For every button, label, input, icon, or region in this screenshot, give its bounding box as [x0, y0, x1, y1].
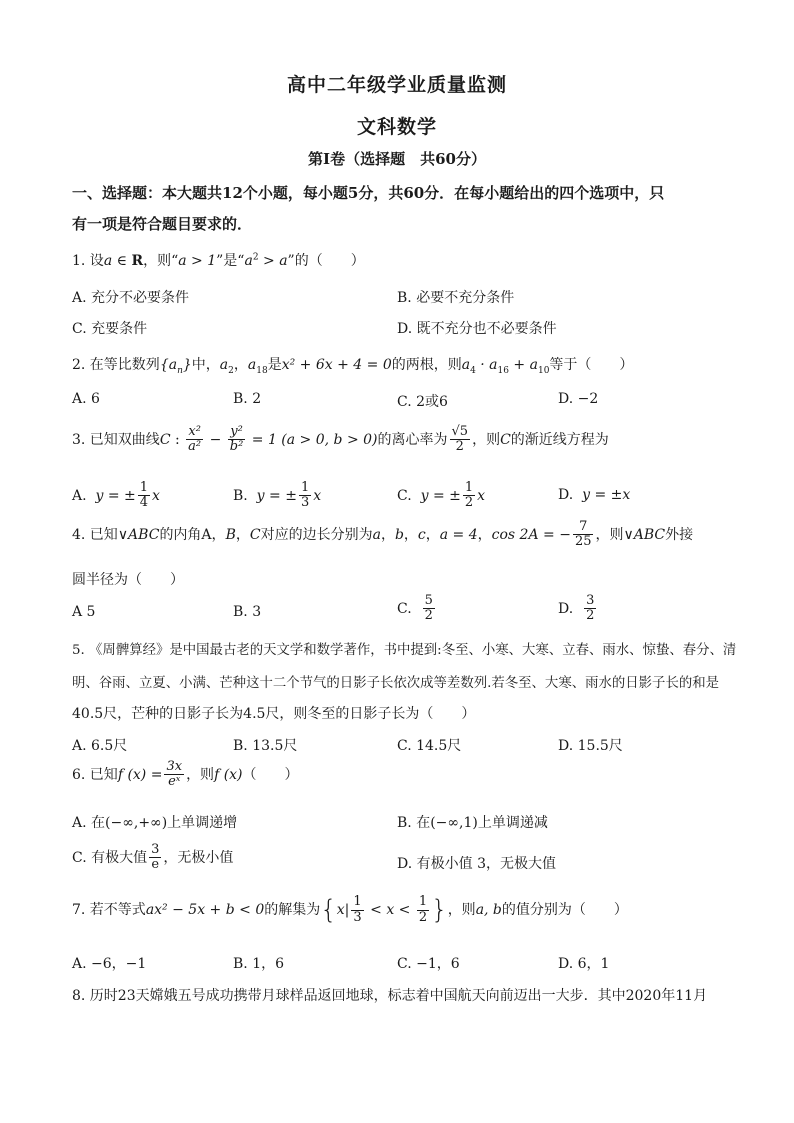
question-5-option-b: B. 13.5尺	[233, 738, 298, 754]
question-5-stem-line3: 40.5尺，芒种的日影子长为4.5尺，则冬至的日影子长为（ ）	[72, 706, 476, 722]
question-3-option-d: D. y = ±x	[558, 487, 631, 503]
question-6-option-a: A. 在(−∞,+∞)上单调递增	[72, 815, 238, 831]
question-3-stem: 3. 已知双曲线C : $\frac{\text{x²}}{\text{a²}}$ − $\frac{\text{y²}}{\text{b²}}$ = 1 (a > 0, b > 0)的离心率为 $\frac{√5}{2}$ ，则C的渐近线方程为	[72, 424, 609, 455]
question-1-option-a: A. 充分不必要条件	[72, 290, 190, 306]
question-1-stem: 1. 设a ∈ R，则“a > 1”是“$a^2 > a$”的（ ）	[72, 252, 365, 269]
question-5-option-d: D. 15.5尺	[558, 738, 623, 754]
question-6-option-d: D. 有极小值 3，无极大值	[397, 856, 556, 872]
question-4-option-b: B. 3	[233, 604, 262, 620]
question-2-option-c: C. 2或6	[397, 394, 448, 410]
question-7-option-c: C. −1，6	[397, 956, 460, 972]
question-2-option-b: B. 2	[233, 391, 262, 407]
section-instructions-line1: 一、选择题：本大题共12个小题，每小题5分，共60分．在每小题给出的四个选项中，只	[72, 184, 665, 202]
question-3-option-b: B. y = ± $\frac{1}{3}$ x	[233, 480, 322, 511]
question-3-option-a: A. y = ± $\frac{1}{4}$ x	[72, 480, 160, 511]
question-5-option-a: A. 6.5尺	[72, 738, 128, 754]
question-6-option-b: B. 在(−∞,1)上单调递减	[397, 815, 548, 831]
question-1-option-d: D. 既不充分也不必要条件	[397, 321, 557, 337]
section-instructions-line2: 有一项是符合题目要求的．	[72, 215, 253, 233]
question-4-option-d: D. $\frac{3}{2}$	[558, 593, 595, 624]
question-7-stem: 7. 若不等式ax² − 5x + b < 0的解集为{x| $\frac{1}{3}$ < x < $\frac{1}{2}$ }，则a, b的值分别为（ ）	[72, 894, 628, 925]
question-4-option-a: A 5	[72, 604, 96, 620]
exam-title: 高中二年级学业质量监测	[286, 74, 507, 96]
question-3-option-c: C. y = ± $\frac{1}{2}$ x	[397, 480, 486, 511]
exam-subject: 文科数学	[356, 116, 437, 138]
question-5-option-c: C. 14.5尺	[397, 738, 462, 754]
question-1-option-c: C. 充要条件	[72, 321, 148, 337]
question-4-option-c: C. $\frac{5}{2}$	[397, 593, 433, 624]
question-6-stem: 6. 已知f (x) = $\frac{3x}{\text{eˣ}}$ ，则f (x)（ ）	[72, 759, 299, 790]
question-5-stem-line2: 明、谷雨、立夏、小满、芒种这十二个节气的日影子长依次成等差数列.若冬至、大寒、雨水的日影子长的和是	[72, 676, 720, 691]
question-8-stem-line1: 8. 历时23天嫦娥五号成功携带月球样品返回地球，标志着中国航天向前迈出一大步．其中2020年11月	[72, 988, 708, 1004]
question-1-option-b: B. 必要不充分条件	[397, 290, 515, 306]
question-4-stem-line2: 圆半径为（ ）	[72, 572, 184, 588]
question-7-option-d: D. 6，1	[558, 956, 610, 972]
question-4-stem: 4. 已知∨ABC的内角A，B，C对应的边长分别为a，b，c，a = 4，cos 2A = − $\frac{7}{25}$ ，则∨ABC外接	[72, 519, 694, 550]
exam-part-heading: 第Ⅰ卷（选择题 共60分）	[308, 150, 486, 168]
question-2-stem: 2. 在等比数列$\{a_n\}$中，$a_2$，$a_{18}$是x² + 6x + 4 = 0的两根，则$a_4 \cdot a_{16} + a_{10}$等于（ ）	[72, 357, 634, 376]
question-7-option-b: B. 1，6	[233, 956, 285, 972]
question-5-stem-line1: 5. 《周髀算经》是中国最古老的天文学和数学著作，书中提到:冬至、小寒、大寒、立春、雨水、惊蛰、春分、清	[72, 643, 737, 658]
question-2-option-a: A. 6	[72, 391, 100, 407]
question-6-option-c: C. 有极大值 $\frac{3}{e}$ ，无极小值	[72, 842, 234, 873]
question-2-option-d: D. −2	[558, 391, 599, 407]
question-7-option-a: A. −6，−1	[72, 956, 147, 972]
